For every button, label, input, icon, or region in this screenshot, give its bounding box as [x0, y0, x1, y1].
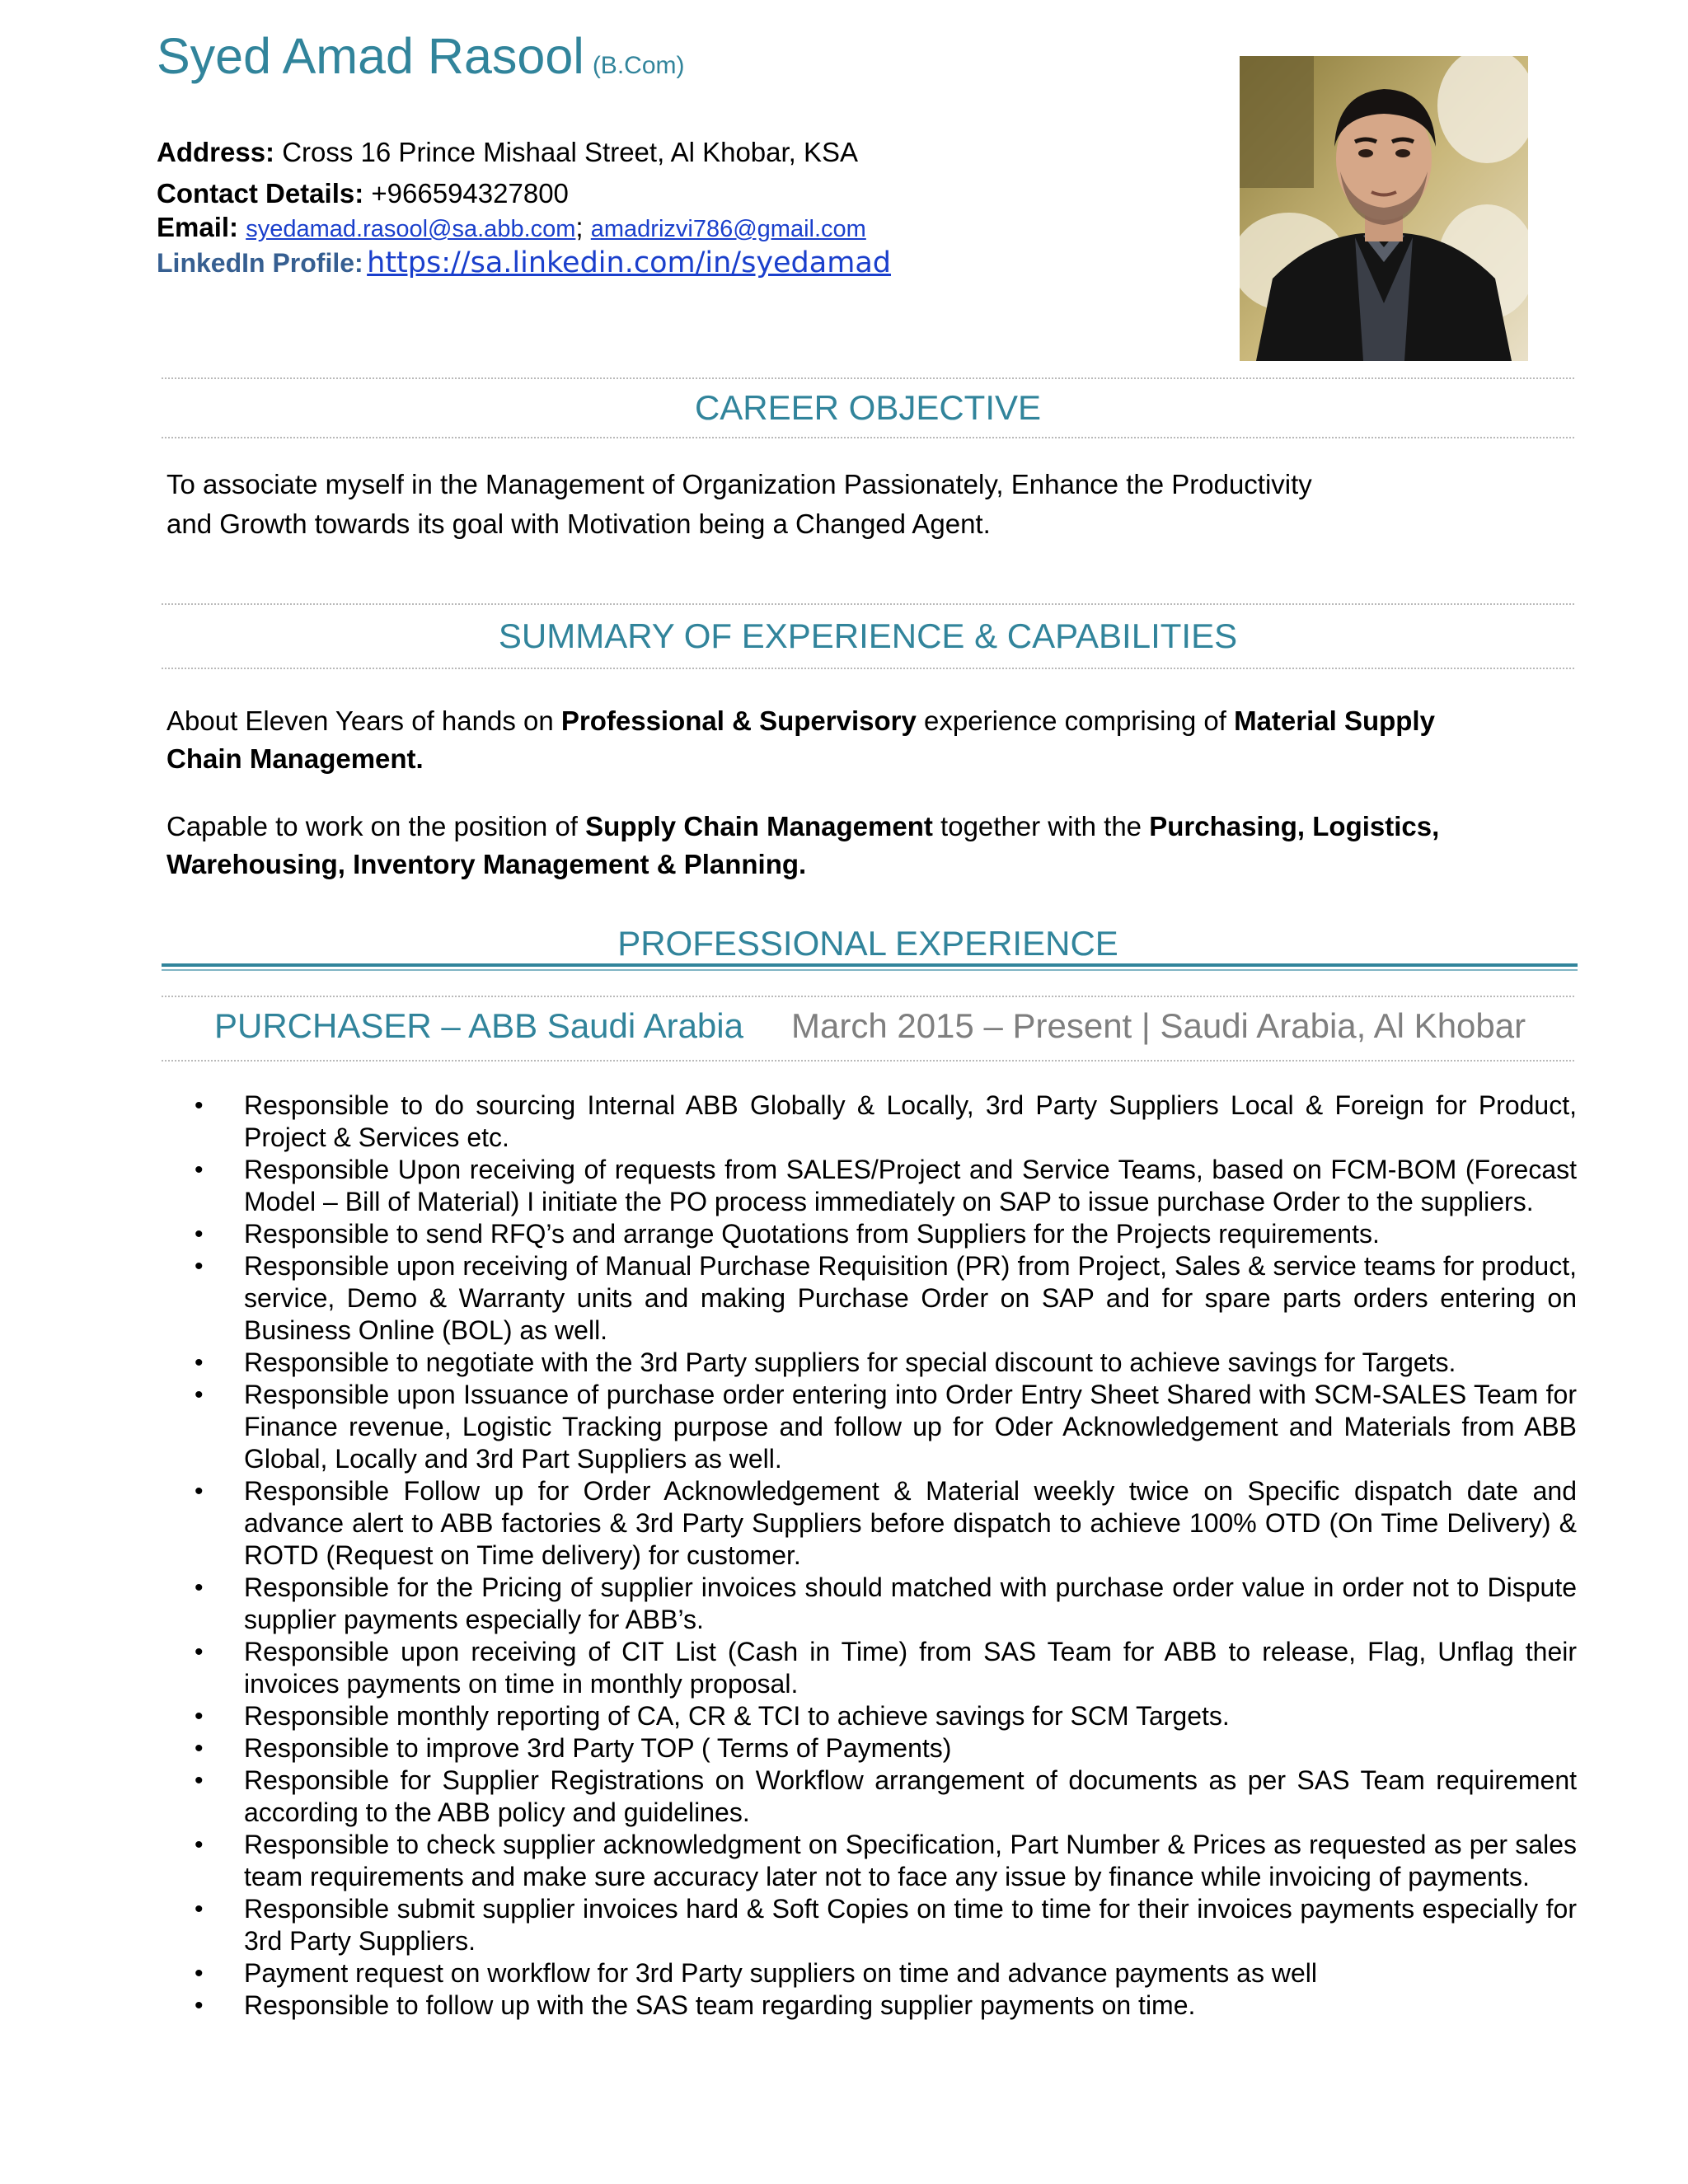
- duty-item: [195, 1700, 1577, 1732]
- address-line: [157, 138, 858, 166]
- career-objective-heading: CAREER OBJECTIVE: [694, 388, 1042, 427]
- duty-text: Payment request on workflow for 3rd Party suppliers on time and advance payments as well: [244, 1958, 1317, 1988]
- duty-text: Responsible submit supplier invoices hard & Soft Copies on time to time for their invoices payments especially for 3rd Party Suppliers.: [244, 1894, 1577, 1956]
- duty-item: [195, 1154, 1577, 1218]
- duty-text: Responsible to check supplier acknowledgment on Specification, Part Number & Prices as requested as per sales team requirements and make sure accuracy later not to face any issue by finance while invoicing of payments.: [244, 1830, 1577, 1891]
- profile-photo: [1240, 56, 1528, 361]
- summary-bold: Purchasing, Logistics, Warehousing, Inventory Management & Planning.: [166, 811, 1440, 879]
- contact-value: +966594327800: [371, 178, 569, 209]
- duty-text: Responsible monthly reporting of CA, CR & TCI to achieve savings for SCM Targets.: [244, 1701, 1230, 1731]
- bullet-icon: •: [195, 1638, 204, 1666]
- summary-bold: Material Supply Chain Management.: [166, 705, 1435, 774]
- duties-list: [0, 1090, 1577, 2022]
- duty-text: Responsible to send RFQ’s and arrange Quotations from Suppliers for the Projects requirements.: [244, 1219, 1380, 1249]
- career-objective-text: [166, 466, 1584, 543]
- career-objective-line: and Growth towards its goal with Motivation being a Changed Agent.: [166, 509, 991, 539]
- job-dates: March 2015 – Present | Saudi Arabia, Al Khobar: [790, 1006, 1526, 1045]
- career-objective-line: To associate myself in the Management of Organization Passionately, Enhance the Productivity: [166, 469, 1312, 499]
- duty-item: [195, 1090, 1577, 1154]
- divider: [162, 603, 1574, 605]
- divider: [162, 377, 1574, 379]
- bullet-icon: •: [195, 1831, 204, 1858]
- bullet-icon: •: [195, 1349, 204, 1376]
- linkedin-line: [157, 246, 891, 279]
- linkedin-link[interactable]: https://sa.linkedin.com/in/syedamad: [367, 246, 891, 279]
- duty-text: Responsible to improve 3rd Party TOP ( Terms of Payments): [244, 1733, 952, 1763]
- duty-item: [195, 1893, 1577, 1957]
- bullet-icon: •: [195, 1703, 204, 1730]
- summary-text: together with the: [932, 811, 1150, 841]
- bullet-icon: •: [195, 1221, 204, 1248]
- bullet-icon: •: [195, 1092, 204, 1119]
- duty-item: [195, 1732, 1577, 1765]
- divider: [162, 437, 1574, 438]
- summary-bold: Supply Chain Management: [585, 811, 933, 841]
- duty-text: Responsible to negotiate with the 3rd Party suppliers for special discount to achieve savings for Targets.: [244, 1347, 1456, 1377]
- divider: [162, 668, 1574, 669]
- duty-item: [195, 1475, 1577, 1572]
- email-link-primary[interactable]: syedamad.rasool@sa.abb.com: [246, 216, 576, 242]
- duty-text: Responsible upon Issuance of purchase order entering into Order Entry Sheet Shared with SCM-SALES Team for Finance revenue, Logistic Tracking purpose and follow up for Oder Acknowledgement and Materials from ABB Global, Locally and 3rd Part Suppliers as well.: [244, 1380, 1577, 1474]
- contact-label: Contact Details:: [157, 178, 364, 209]
- bullet-icon: •: [195, 1767, 204, 1794]
- bullet-icon: •: [195, 1478, 204, 1505]
- divider: [162, 1060, 1574, 1062]
- name-text: Syed Amad Rasool: [157, 28, 584, 84]
- job-title: PURCHASER – ABB Saudi Arabia: [214, 1006, 743, 1045]
- duty-text: Responsible to do sourcing Internal ABB Globally & Locally, 3rd Party Suppliers Local & Foreign for Product, Project & Services etc.: [244, 1090, 1577, 1152]
- degree-text: (B.Com): [592, 52, 685, 79]
- summary-bold: Professional & Supervisory: [560, 705, 917, 736]
- heading-rule: [162, 969, 1578, 971]
- address-value: Cross 16 Prince Mishaal Street, Al Khobar, KSA: [282, 137, 859, 167]
- duty-item: [195, 1250, 1577, 1347]
- email-label: Email:: [157, 212, 239, 242]
- bullet-icon: •: [195, 1896, 204, 1923]
- duty-text: Responsible upon receiving of CIT List (Cash in Time) from SAS Team for ABB to release, Flag, Unflag their invoices payments on time in monthly proposal.: [244, 1637, 1577, 1699]
- summary-paragraph-1: [166, 702, 1502, 778]
- duty-item: [195, 1765, 1577, 1829]
- divider: [162, 996, 1574, 997]
- summary-text: About Eleven Years of hands on: [166, 705, 561, 736]
- bullet-icon: •: [195, 1735, 204, 1762]
- bullet-icon: •: [195, 1992, 204, 2019]
- duty-item: [195, 1957, 1577, 1990]
- email-separator: ;: [575, 212, 584, 242]
- bullet-icon: •: [195, 1574, 204, 1601]
- duty-text: Responsible Upon receiving of requests from SALES/Project and Service Teams, based on FCM-BOM (Forecast Model – Bill of Material) I initiate the PO process immediately on SAP to issue purchase Order to the suppliers.: [244, 1155, 1577, 1216]
- summary-paragraph-2: [166, 808, 1502, 883]
- candidate-name: [157, 28, 685, 84]
- email-link-secondary[interactable]: amadrizvi786@gmail.com: [590, 216, 866, 242]
- duty-text: Responsible upon receiving of Manual Purchase Requisition (PR) from Project, Sales & service teams for product, service, Demo & Warranty units and making Purchase Order on SAP and for spare parts orders entering on Business Online (BOL) as well.: [244, 1251, 1577, 1345]
- bullet-icon: •: [195, 1960, 204, 1987]
- heading-rule: [162, 963, 1578, 967]
- address-label: Address:: [157, 137, 275, 167]
- duty-text: Responsible to follow up with the SAS team regarding supplier payments on time.: [244, 1990, 1196, 2020]
- contact-line: [157, 180, 569, 207]
- duty-item: [195, 1379, 1577, 1475]
- summary-heading: SUMMARY OF EXPERIENCE & CAPABILITIES: [498, 616, 1238, 655]
- duty-item: [195, 1636, 1577, 1700]
- bullet-icon: •: [195, 1253, 204, 1280]
- email-line: [157, 213, 866, 241]
- job-header: [214, 1006, 1526, 1045]
- duty-item: [195, 1990, 1577, 2022]
- experience-heading: PROFESSIONAL EXPERIENCE: [617, 924, 1118, 963]
- linkedin-label: LinkedIn Profile:: [157, 248, 363, 278]
- summary-text: experience comprising of: [916, 705, 1235, 736]
- duty-item: [195, 1218, 1577, 1250]
- bullet-icon: •: [195, 1156, 204, 1183]
- duty-item: [195, 1572, 1577, 1636]
- duty-text: Responsible for Supplier Registrations on Workflow arrangement of documents as per SAS Team requirement according to the ABB policy and guidelines.: [244, 1765, 1577, 1827]
- duty-text: Responsible for the Pricing of supplier invoices should matched with purchase order value in order not to Dispute supplier payments especially for ABB’s.: [244, 1572, 1577, 1634]
- duty-text: Responsible Follow up for Order Acknowledgement & Material weekly twice on Specific dispatch date and advance alert to ABB factories & 3rd Party Suppliers before dispatch to achieve 100% OTD (On Time Delivery) & ROTD (Request on Time delivery) for customer.: [244, 1476, 1577, 1570]
- bullet-icon: •: [195, 1381, 204, 1408]
- duty-item: [195, 1829, 1577, 1893]
- profile-photo-illustration: [1240, 56, 1528, 361]
- summary-text: Capable to work on the position of: [166, 811, 586, 841]
- duty-item: [195, 1347, 1577, 1379]
